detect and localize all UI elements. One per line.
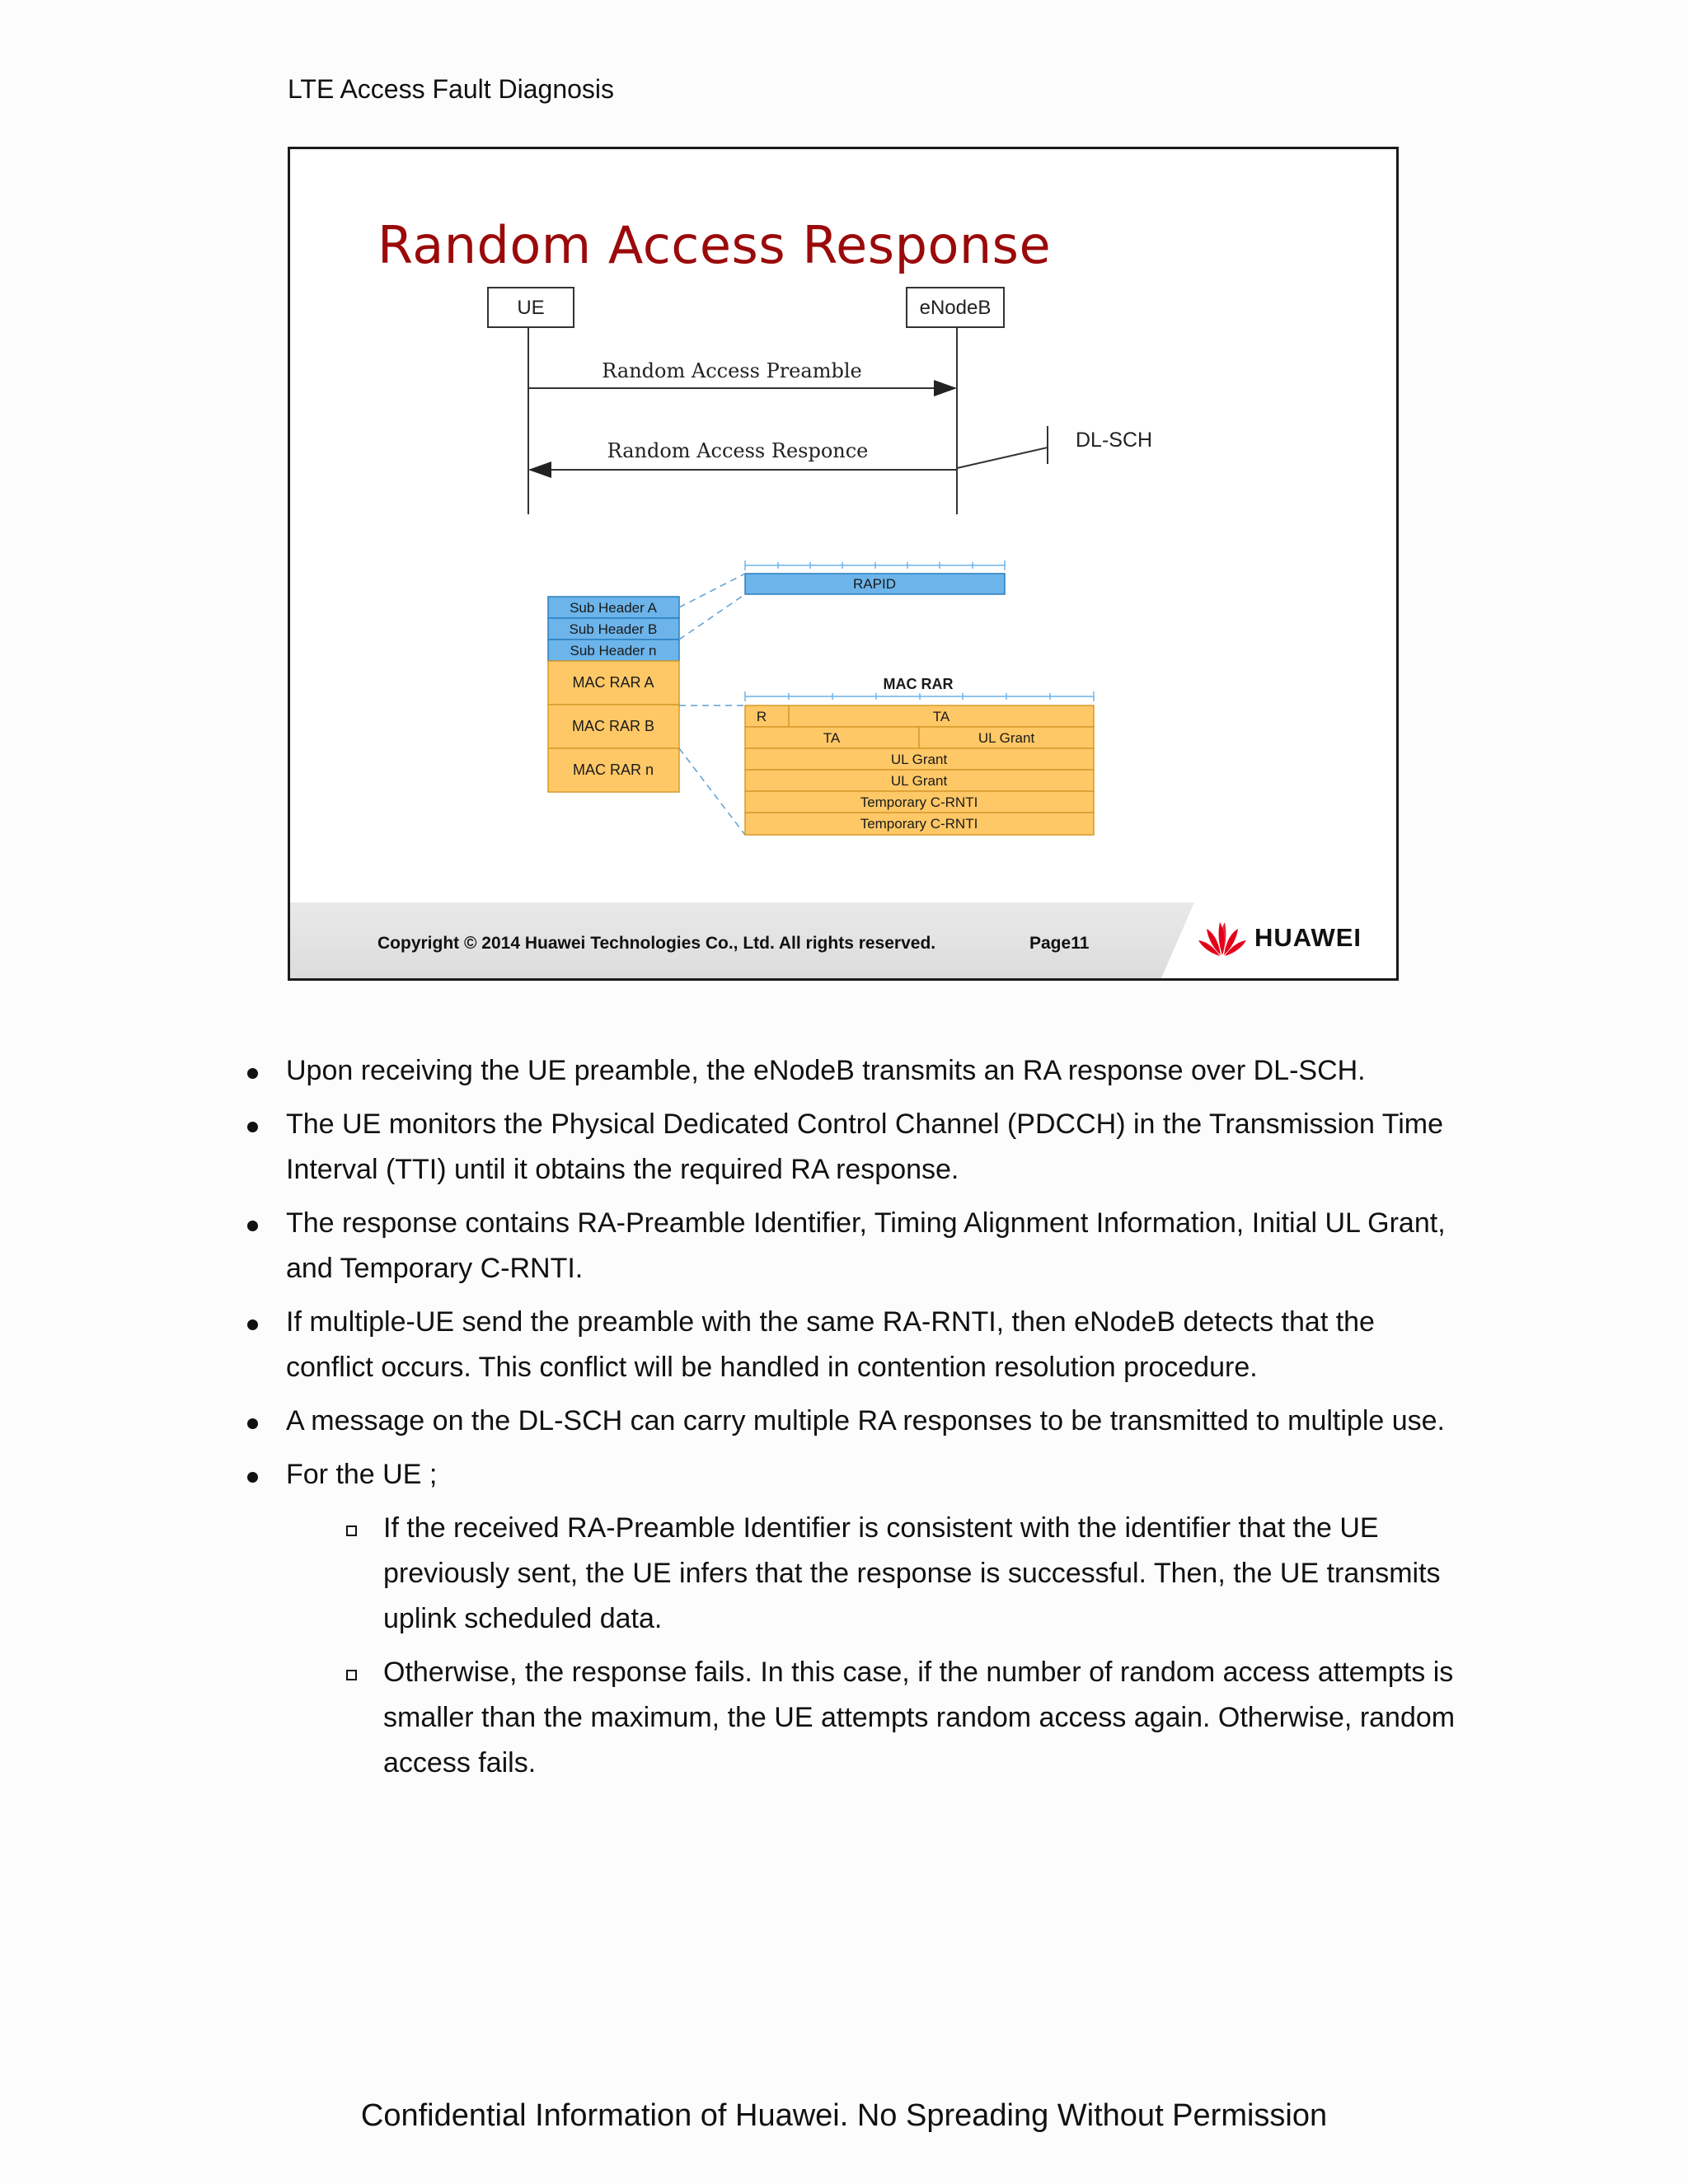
subheader-b-label: Sub Header B [569,621,658,637]
bullet-dot-icon [247,1472,258,1483]
square-bullet-icon [346,1670,357,1680]
bullet-item [244,1452,1464,1497]
bullet-dot-icon [247,1319,258,1330]
rapid-label: RAPID [853,576,896,592]
field-ul-grant-1: UL Grant [890,752,948,767]
bullet-dot-icon [247,1122,258,1132]
document-header: LTE Access Fault Diagnosis [288,74,615,104]
mac-rar-title: MAC RAR [883,676,954,692]
slide-page-number: Page11 [1029,934,1090,953]
field-ul-grant-right: UL Grant [978,730,1035,746]
bullet-dot-icon [247,1068,258,1079]
bullet-item [244,1048,1464,1094]
subheader-n-label: Sub Header n [570,643,657,658]
huawei-flower-icon [1197,919,1248,957]
bullet-dot-icon [247,1418,258,1429]
random-access-diagram [290,149,1396,907]
bullet-text: The response contains RA-Preamble Identifier, Timing Alignment Information, Initial UL Grant, and Temporary C-RNTI. [286,1207,1446,1284]
document-footer: Confidential Information of Huawei. No Spreading Without Permission [360,2098,1328,2133]
slide-title: Random Access Response [377,215,1052,275]
preamble-label: Random Access Preamble [602,359,862,382]
sub-bullet-item [244,1650,1464,1786]
bullet-text: A message on the DL-SCH can carry multiple RA responses to be transmitted to multiple use. [286,1405,1445,1436]
bullet-item [244,1399,1464,1444]
bullet-text: The UE monitors the Physical Dedicated Control Channel (PDCCH) in the Transmission Time Interval (TTI) until it obtains the required RA response. [286,1108,1443,1185]
bullet-item [244,1102,1464,1193]
bullet-text: For the UE ; [286,1459,438,1490]
mac-rar-n-label: MAC RAR n [572,762,654,778]
field-ta-top: TA [932,709,950,724]
ruler-mac-rar [745,691,1094,701]
bullet-item [244,1300,1464,1390]
bullet-text: Upon receiving the UE preamble, the eNodeB transmits an RA response over DL-SCH. [286,1055,1366,1086]
bullet-item [244,1201,1464,1291]
field-r: R [756,709,767,724]
mac-rar-b-label: MAC RAR B [571,718,655,734]
field-ta-left: TA [823,730,841,746]
slide-footer [290,902,1396,978]
slide-copyright: Copyright © 2014 Huawei Technologies Co., Ltd. All rights reserved. [377,934,936,953]
dlsch-connector [957,448,1048,468]
square-bullet-icon [346,1526,357,1536]
huawei-wordmark: HUAWEI [1254,923,1362,952]
enodeb-label: eNodeB [919,297,992,319]
sub-bullet-text: If the received RA-Preamble Identifier is consistent with the identifier that the UE previously sent, the UE infers that the response is successful. Then, the UE transmits uplink scheduled data. [383,1512,1441,1634]
dashed-connectors [679,574,745,835]
field-ul-grant-2: UL Grant [890,773,948,789]
mac-rar-a-label: MAC RAR A [572,674,654,691]
ruler-rapid [745,560,1005,570]
slide-figure [288,147,1399,981]
dlsch-label: DL-SCH [1076,429,1153,452]
bullet-list [244,1048,1464,1794]
bullet-dot-icon [247,1221,258,1231]
response-label: Random Access Responce [607,439,869,462]
field-tcrnti-2: Temporary C-RNTI [860,816,978,832]
huawei-logo [1197,919,1362,957]
sub-bullet-item [244,1506,1464,1642]
field-tcrnti-1: Temporary C-RNTI [860,794,978,810]
sub-bullet-text: Otherwise, the response fails. In this case, if the number of random access attempts is smaller than the maximum, the UE attempts random access again. Otherwise, random access fails. [383,1657,1456,1779]
subheader-a-label: Sub Header A [570,600,657,616]
bullet-text: If multiple-UE send the preamble with the same RA-RNTI, then eNodeB detects that the conflict occurs. This conflict will be handled in contention resolution procedure. [286,1306,1375,1383]
ue-label: UE [517,297,545,319]
